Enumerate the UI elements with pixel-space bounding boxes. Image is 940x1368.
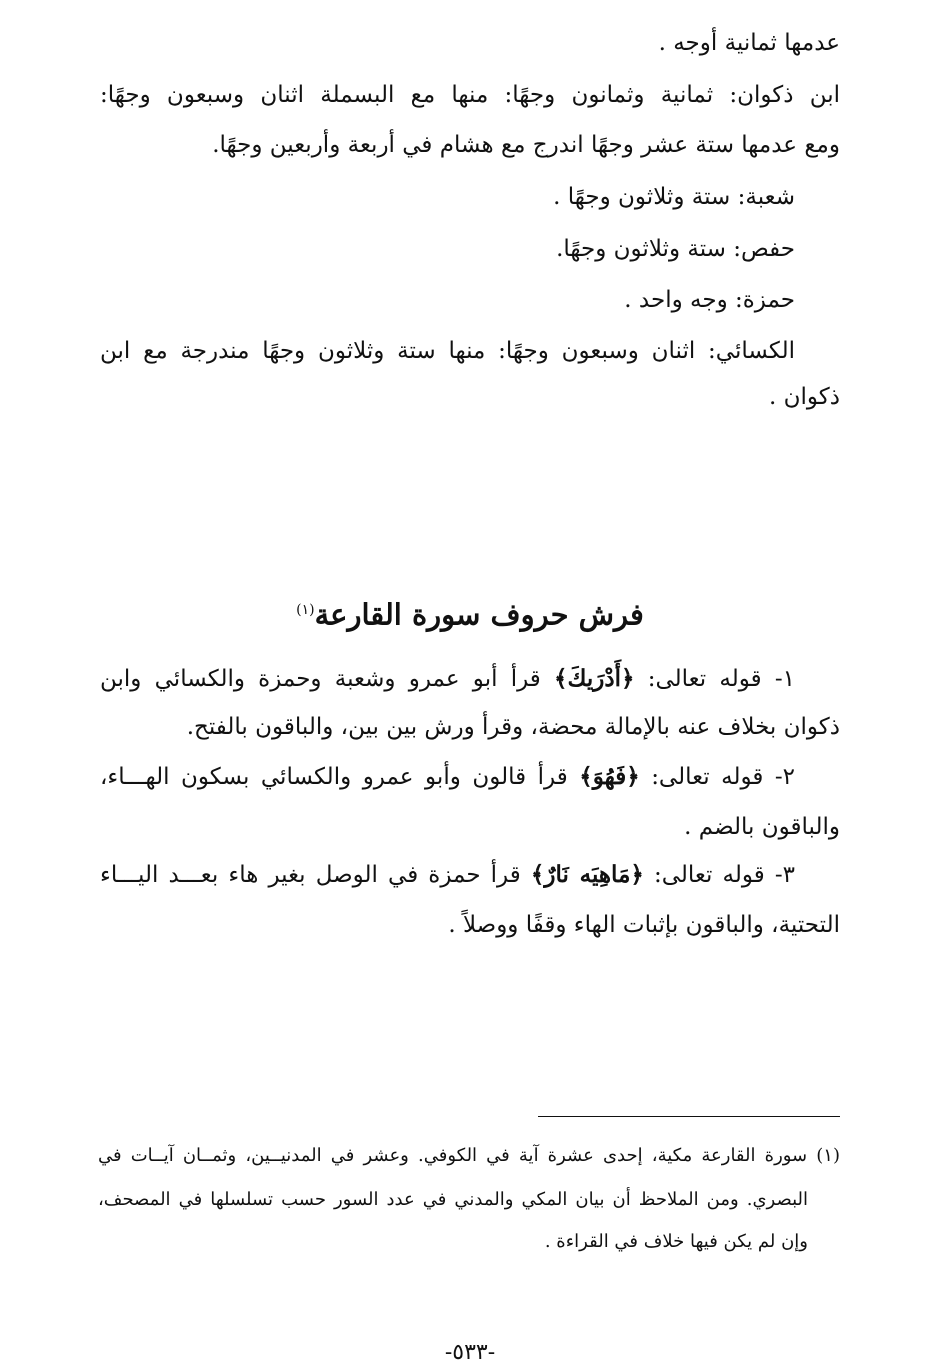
footnote-line-1: (١) سورة القارعة مكية، إحدى عشرة آية في الكوفي. وعشر في المدنيــين، وثمــان آيــات في: [98, 1145, 840, 1166]
item-2-continuation: والباقون بالضم .: [684, 814, 840, 840]
section-title: [0, 590, 940, 635]
body-line-3: ومع عدمها ستة عشر وجهًا اندرج مع هشام في أربعة وأربعين وجهًا.: [212, 132, 840, 158]
body-line-8: ذكوان .: [769, 384, 840, 410]
item-3-continuation: التحتية، والباقون بإثبات الهاء وقفًا ووصلاً .: [448, 912, 840, 938]
item-3-prefix: ٣- قوله تعالى:: [643, 862, 795, 888]
item-3-text: قرأ حمزة في الوصل بغير هاء بعـــد اليـــاء: [100, 862, 531, 888]
item-2-first-line: [100, 760, 795, 794]
footnote-line-2: البصري. ومن الملاحظ أن بيان المكي والمدني في عدد السور حسب تسلسلها في المصحف،: [98, 1189, 808, 1210]
body-line-5: حفص: ستة وثلاثون وجهًا.: [556, 236, 795, 262]
item-2-prefix: ٢- قوله تعالى:: [639, 764, 795, 790]
item-1-prefix: ١- قوله تعالى:: [634, 666, 795, 692]
item-3-first-line: [100, 858, 795, 892]
footnote-marker: (١): [296, 602, 315, 618]
page-number: -٥٣٣-: [444, 1340, 496, 1365]
body-line-4: شعبة: ستة وثلاثون وجهًا .: [553, 184, 795, 210]
item-2-quran-word: ﴿فَهُوَ﴾: [579, 763, 640, 790]
item-3-quran-word: ﴿مَاهِيَه نَارٌ﴾: [530, 861, 644, 888]
item-1-quran-word: ﴿أَدْرَيكَ﴾: [554, 665, 635, 692]
section-title-text: فرش حروف سورة القارعة: [314, 597, 644, 632]
item-1-continuation: ذكوان بخلاف عنه بالإمالة محضة، وقرأ ورش بين بين، والباقون بالفتح.: [186, 714, 840, 740]
body-line-1: عدمها ثمانية أوجه .: [658, 30, 840, 56]
body-line-7: الكسائي: اثنان وسبعون وجهًا: منها ستة وثلاثون وجهًا مندرجة مع ابن: [100, 338, 795, 364]
item-1-text: قرأ أبو عمرو وشعبة وحمزة والكسائي وابن: [100, 666, 555, 692]
body-line-6: حمزة: وجه واحد .: [624, 287, 795, 313]
footnote-separator: [538, 1116, 840, 1117]
body-line-2: ابن ذكوان: ثمانية وثمانون وجهًا: منها مع البسملة اثنان وسبعون وجهًا:: [100, 82, 840, 108]
item-2-text: قرأ قالون وأبو عمرو والكسائي بسكون الهـــاء،: [100, 764, 580, 790]
footnote-line-3: وإن لم يكن فيها خلاف في القراءة .: [544, 1231, 808, 1252]
item-1-first-line: [100, 662, 795, 696]
